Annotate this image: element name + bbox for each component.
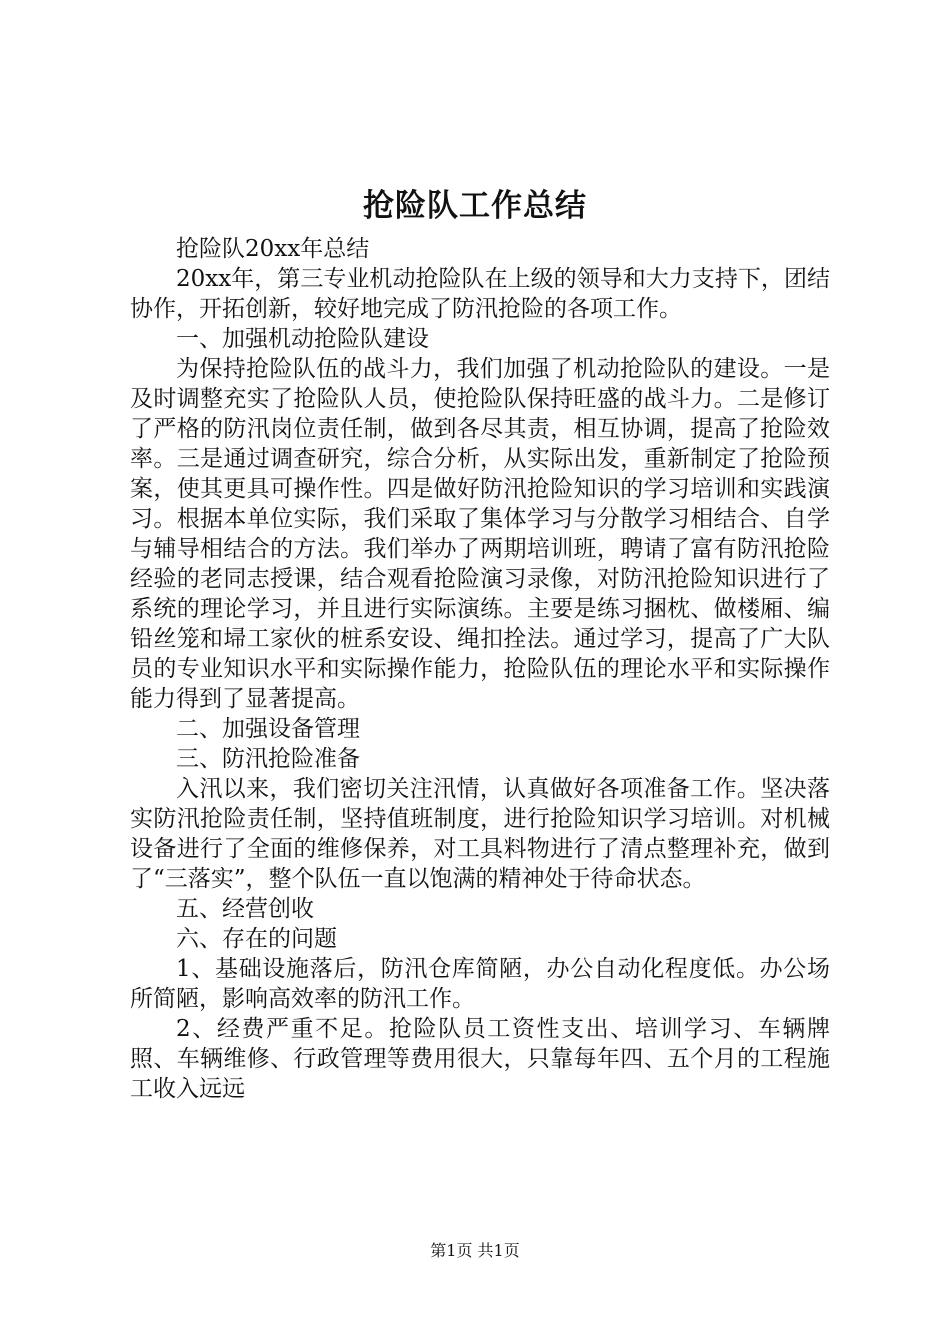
problem-item-1: 1、基础设施落后，防汛仓库简陋，办公自动化程度低。办公场所简陋，影响高效率的防汛工作。 xyxy=(130,956,830,1012)
page-footer: 第1页 共1页 xyxy=(430,1241,520,1260)
section-heading-6: 六、存在的问题 xyxy=(176,926,337,952)
paragraph-subtitle: 抢险队20xx年总结 xyxy=(176,236,370,262)
section-heading-1: 一、加强机动抢险队建设 xyxy=(176,326,429,352)
section-heading-5: 五、经营创收 xyxy=(176,896,314,922)
paragraph-section-3: 入汛以来，我们密切关注汛情，认真做好各项准备工作。坚决落实防汛抢险责任制，坚持值班制度，进行抢险知识学习培训。对机械设备进行了全面的维修保养，对工具料物进行了清点整理补充，做到了“三落实”，整个队伍一直以饱满的精神处于待命状态。 xyxy=(130,776,830,892)
section-heading-3: 三、防汛抢险准备 xyxy=(176,746,360,772)
document-body xyxy=(130,234,830,1104)
section-heading-2: 二、加强设备管理 xyxy=(176,716,360,742)
document-title: 抢险队工作总结 xyxy=(363,188,587,224)
problem-item-2: 2、经费严重不足。抢险队员工资性支出、培训学习、车辆牌照、车辆维修、行政管理等费用很大，只靠每年四、五个月的工程施工收入远远 xyxy=(130,1016,830,1102)
paragraph-intro: 20xx年，第三专业机动抢险队在上级的领导和大力支持下，团结协作，开拓创新，较好地完成了防汛抢险的各项工作。 xyxy=(130,266,830,322)
paragraph-section-1: 为保持抢险队伍的战斗力，我们加强了机动抢险队的建设。一是及时调整充实了抢险队人员，使抢险队保持旺盛的战斗力。二是修订了严格的防汛岗位责任制，做到各尽其责，相互协调，提高了抢险效率。三是通过调查研究，综合分析，从实际出发，重新制定了抢险预案，使其更具可操作性。四是做好防汛抢险知识的学习培训和实践演习。根据本单位实际，我们采取了集体学习与分散学习相结合、自学与辅导相结合的方法。我们举办了两期培训班，聘请了富有防汛抢险经验的老同志授课，结合观看抢险演习录像，对防汛抢险知识进行了系统的理论学习，并且进行实际演练。主要是练习捆枕、做楼厢、编铅丝笼和埽工家伙的桩系安设、绳扣拴法。通过学习，提高了广大队员的专业知识水平和实际操作能力，抢险队伍的理论水平和实际操作能力得到了显著提高。 xyxy=(130,356,830,712)
